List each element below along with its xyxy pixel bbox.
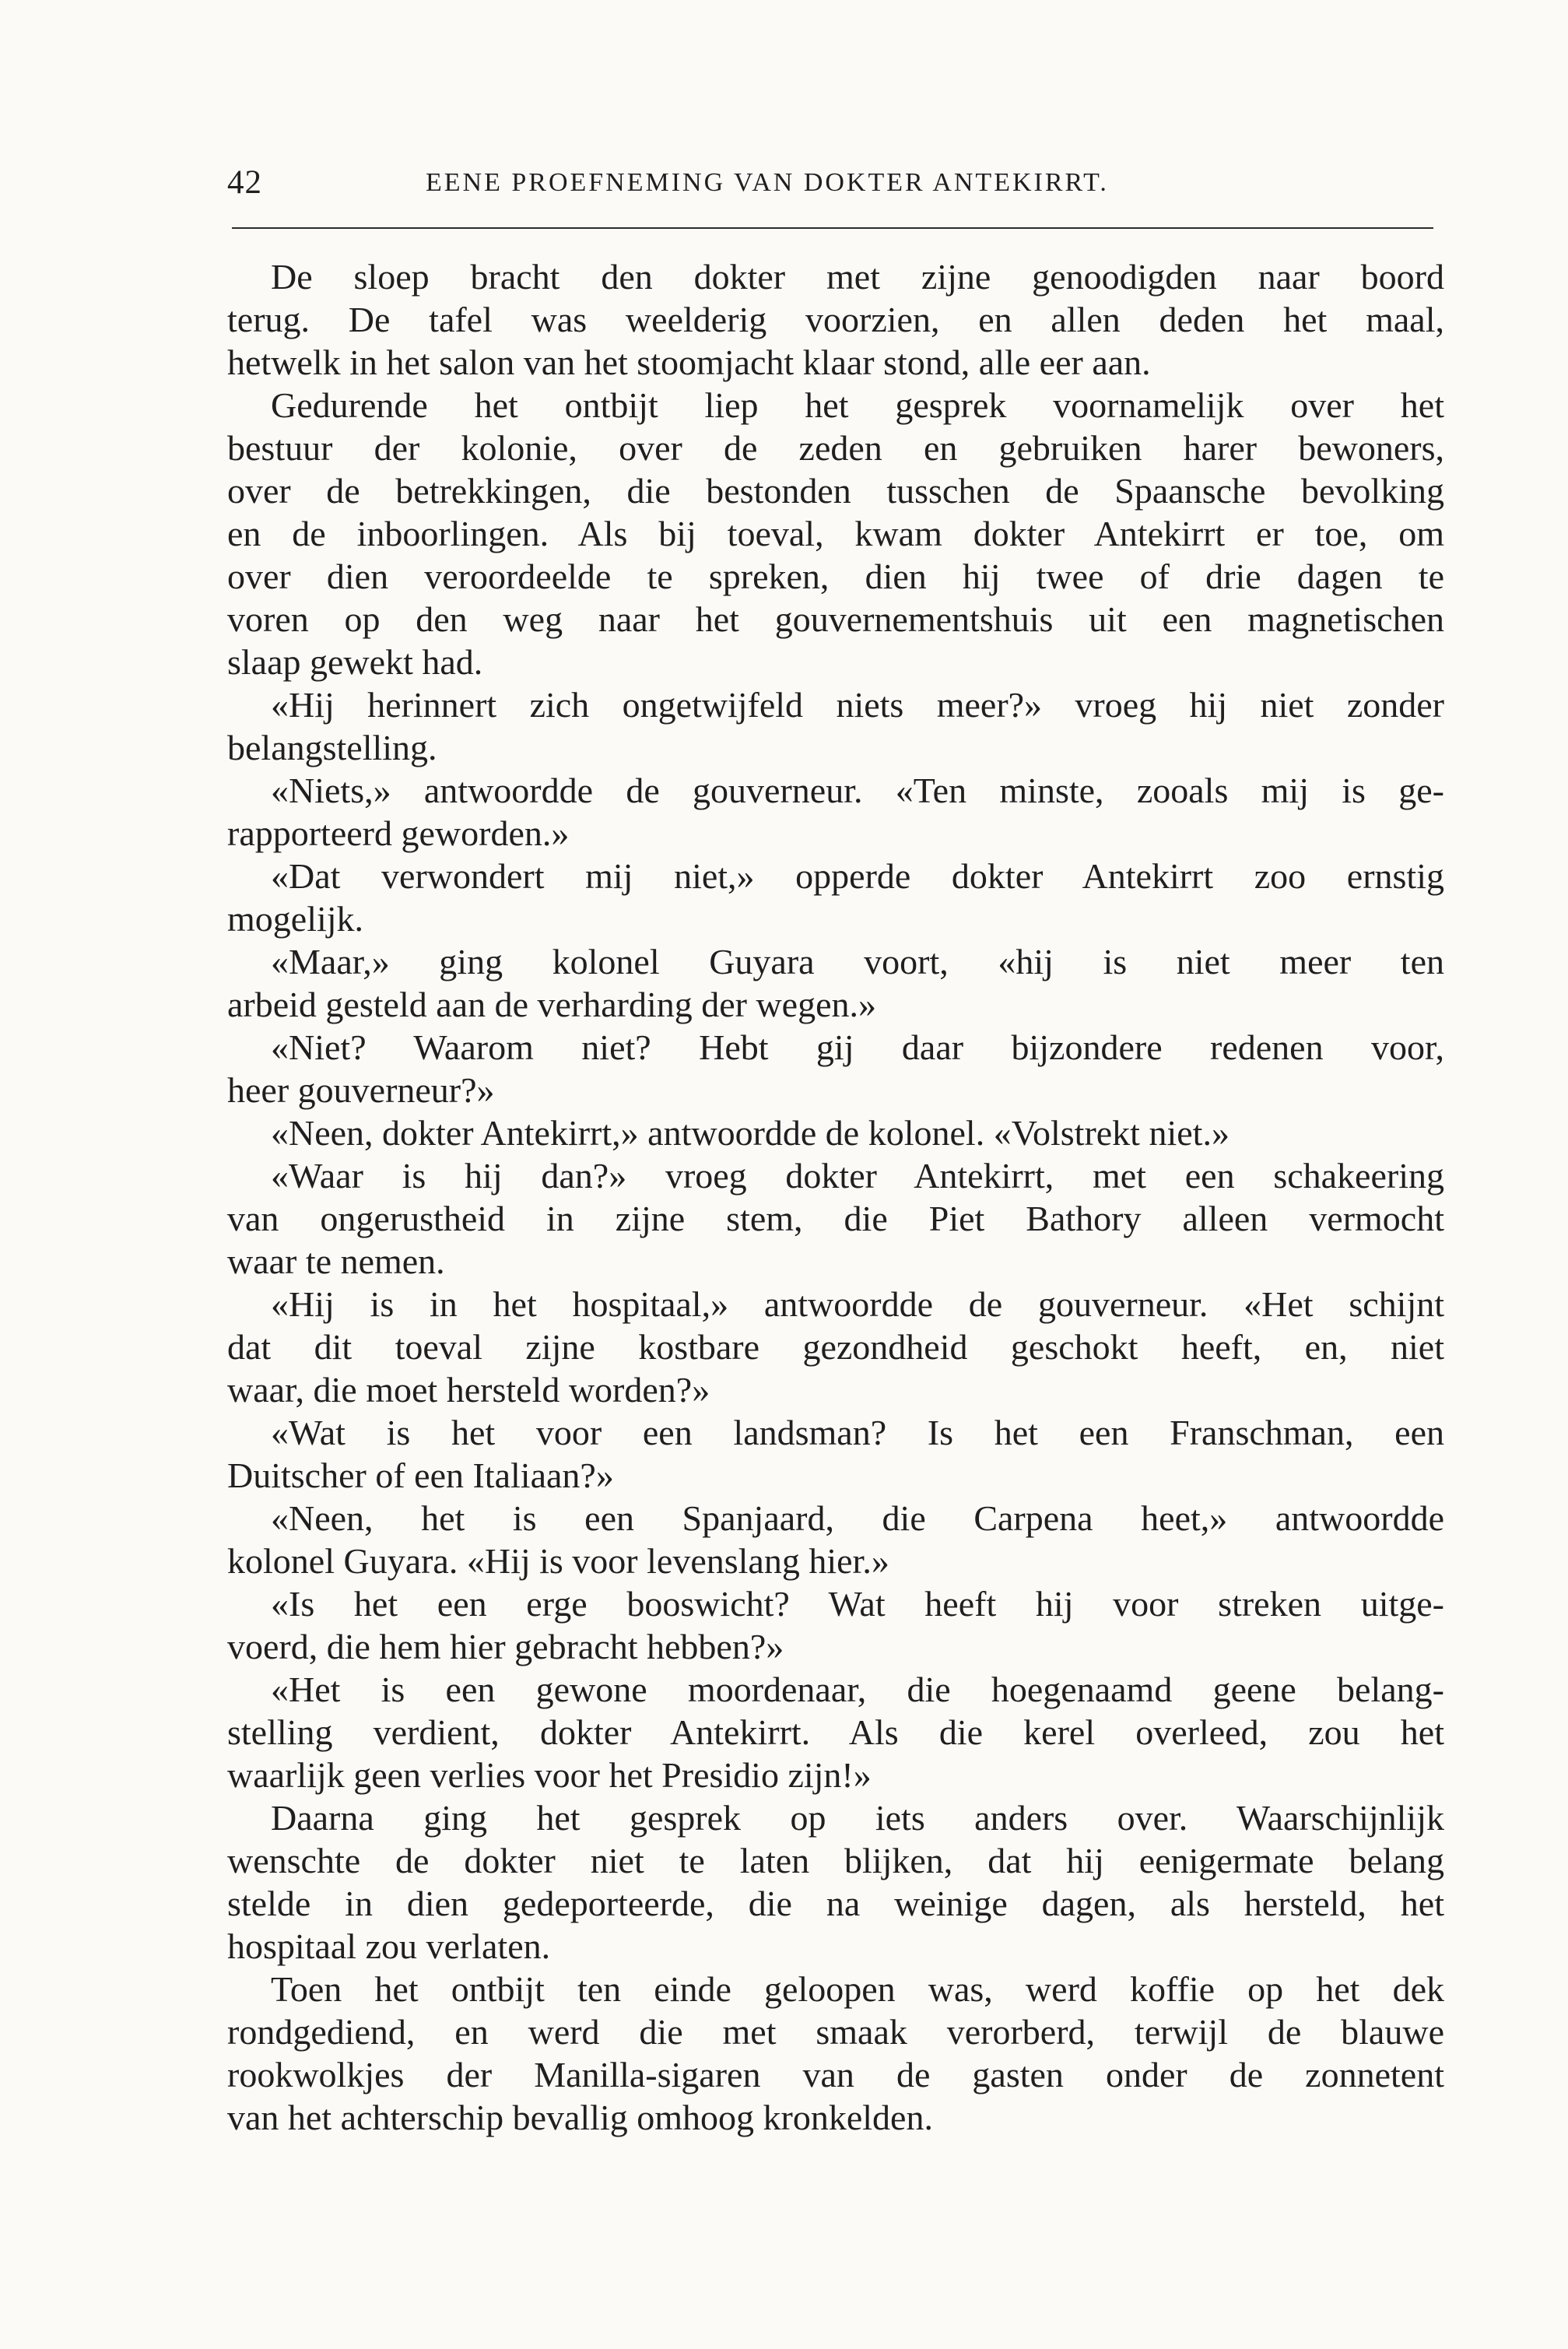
text-line: bestuur der kolonie, over de zeden en gebruiken harer bewoners, xyxy=(227,428,1444,468)
text-line: over dien veroordeelde te spreken, dien hij twee of drie dagen te xyxy=(227,557,1444,596)
text-line: «Hij herinnert zich ongetwijfeld niets meer?» vroeg hij niet zonder xyxy=(271,685,1444,725)
page-number: 42 xyxy=(227,164,262,201)
text-line: belangstelling. xyxy=(227,728,437,767)
text-line: «Wat is het voor een landsman? Is het een Franschman, een xyxy=(271,1413,1444,1452)
text-line: kolonel Guyara. «Hij is voor levenslang hier.» xyxy=(227,1541,889,1581)
text-line: van ongerustheid in zijne stem, die Piet Bathory alleen vermocht xyxy=(227,1199,1444,1238)
text-line: over de betrekkingen, die bestonden tusschen de Spaansche bevolking xyxy=(227,471,1444,511)
text-line: hetwelk in het salon van het stoomjacht klaar stond, alle eer aan. xyxy=(227,342,1151,382)
text-line: waarlijk geen verlies voor het Presidio zijn!» xyxy=(227,1755,872,1795)
text-line: «Maar,» ging kolonel Guyara voort, «hij is niet meer ten xyxy=(271,942,1444,981)
text-line: voren op den weg naar het gouvernementshuis uit een magnetischen xyxy=(227,599,1444,639)
text-line: «Waar is hij dan?» vroeg dokter Antekirrt, met een schakeering xyxy=(271,1156,1444,1196)
text-line: «Neen, het is een Spanjaard, die Carpena heet,» antwoordde xyxy=(271,1498,1444,1538)
text-line: arbeid gesteld aan de verharding der wegen.» xyxy=(227,985,877,1024)
text-line: en de inboorlingen. Als bij toeval, kwam dokter Antekirrt er toe, om xyxy=(227,514,1444,553)
text-line: «Neen, dokter Antekirrt,» antwoordde de kolonel. «Volstrekt niet.» xyxy=(271,1113,1229,1153)
page-header xyxy=(227,160,1432,206)
text-line: hospitaal zou verlaten. xyxy=(227,1926,551,1966)
text-line: «Niet? Waarom niet? Hebt gij daar bijzondere redenen voor, xyxy=(271,1027,1444,1067)
header-rule xyxy=(232,227,1433,229)
text-line: «Dat verwondert mij niet,» opperde dokter Antekirrt zoo ernstig xyxy=(271,856,1444,896)
text-line: Gedurende het ontbijt liep het gesprek voornamelijk over het xyxy=(271,385,1444,425)
text-line: heer gouverneur?» xyxy=(227,1070,495,1110)
text-line: stelling verdient, dokter Antekirrt. Als die kerel overleed, zou het xyxy=(227,1712,1444,1752)
text-line: rookwolkjes der Manilla-sigaren van de gasten onder de zonnetent xyxy=(227,2055,1444,2094)
text-line: voerd, die hem hier gebracht hebben?» xyxy=(227,1627,784,1666)
text-line: van het achterschip bevallig omhoog kronkelden. xyxy=(227,2098,933,2137)
text-line: Daarna ging het gesprek op iets anders over. Waarschijnlijk xyxy=(271,1798,1444,1838)
text-line: «Hij is in het hospitaal,» antwoordde de gouverneur. «Het schijnt xyxy=(271,1284,1444,1324)
text-line: mogelijk. xyxy=(227,899,364,939)
body-text xyxy=(227,255,1444,2139)
text-line: «Niets,» antwoordde de gouverneur. «Ten minste, zooals mij is ge- xyxy=(271,771,1444,810)
text-line: Duitscher of een Italiaan?» xyxy=(227,1455,614,1495)
text-line: waar, die moet hersteld worden?» xyxy=(227,1370,710,1410)
text-line: De sloep bracht den dokter met zijne genoodigden naar boord xyxy=(271,257,1444,297)
text-line: stelde in dien gedeporteerde, die na weinige dagen, als hersteld, het xyxy=(227,1884,1444,1923)
text-line: dat dit toeval zijne kostbare gezondheid geschokt heeft, en, niet xyxy=(227,1327,1444,1367)
text-line: slaap gewekt had. xyxy=(227,642,483,682)
text-line: terug. De tafel was weelderig voorzien, en allen deden het maal, xyxy=(227,300,1444,339)
text-line: rondgediend, en werd die met smaak verorberd, terwijl de blauwe xyxy=(227,2012,1444,2052)
text-line: Toen het ontbijt ten einde geloopen was, werd koffie op het dek xyxy=(271,1969,1444,2009)
text-line: waar te nemen. xyxy=(227,1241,445,1281)
text-line: «Is het een erge booswicht? Wat heeft hij voor streken uitge- xyxy=(271,1584,1444,1624)
text-line: «Het is een gewone moordenaar, die hoegenaamd geene belang- xyxy=(271,1670,1444,1709)
text-line: wenschte de dokter niet te laten blijken, dat hij eenigermate belang xyxy=(227,1841,1444,1880)
text-line: rapporteerd geworden.» xyxy=(227,813,570,853)
running-title: EENE PROEFNEMING VAN DOKTER ANTEKIRRT. xyxy=(426,168,1109,197)
